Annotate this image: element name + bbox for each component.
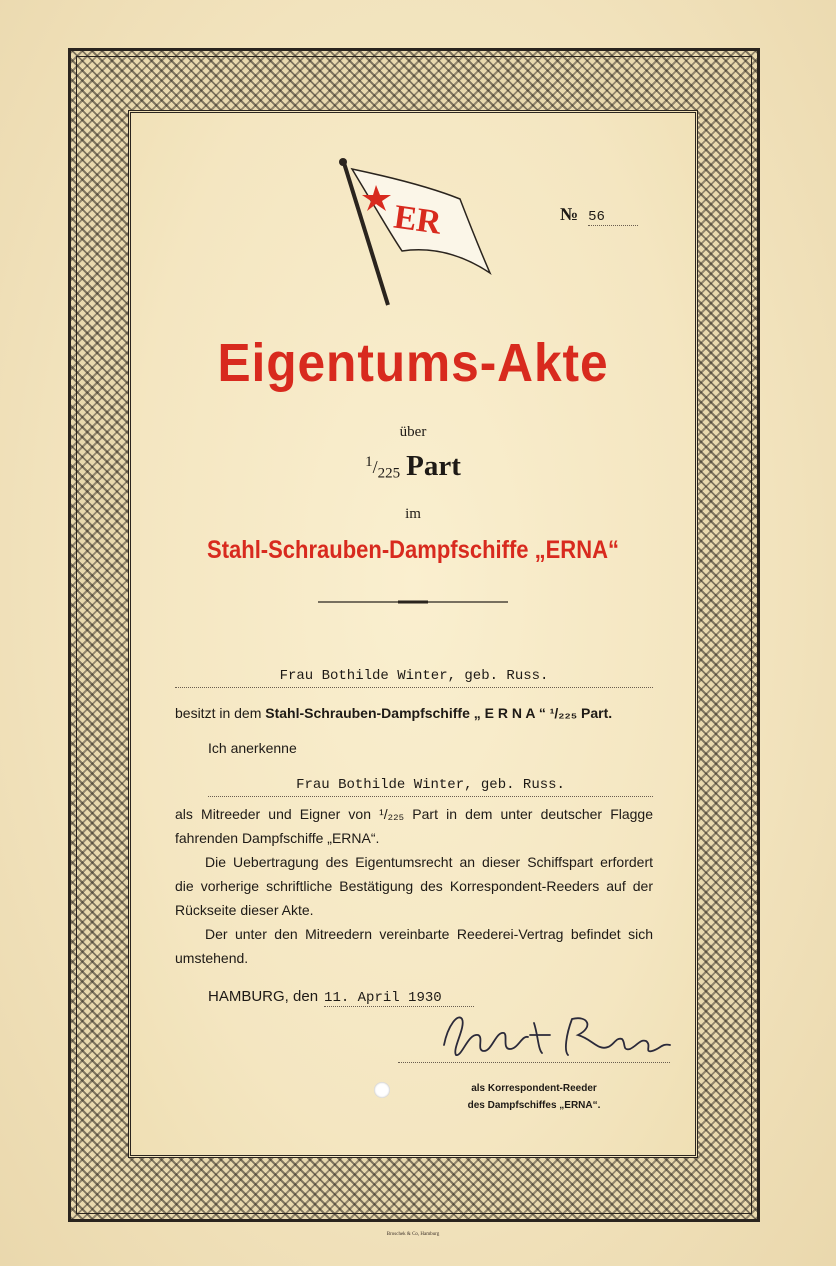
number-value: 56 [588, 209, 638, 226]
ornamental-divider [318, 600, 508, 604]
acknowledge-text: Ich anerkenne [208, 740, 297, 756]
date-field: 11. April 1930 [324, 990, 474, 1007]
part-denominator: 225 [377, 465, 401, 482]
text-in: im [405, 506, 421, 522]
possession-fraction: ¹/₂₂₅ [549, 705, 578, 721]
flag-monogram: ER [391, 198, 444, 242]
document-title: Eigentums-Akte [217, 333, 609, 393]
handwritten-signature [438, 1005, 678, 1065]
possession-suffix: Part. [581, 705, 613, 721]
possession-prefix: besitzt in dem [175, 705, 266, 721]
paragraph-contract: Der unter den Mitreedern vereinbarte Reederei-Vertrag befindet sich umstehend. [175, 926, 653, 966]
owner-name-field: Frau Bothilde Winter, geb. Russ. [175, 668, 653, 688]
ship-heading: Stahl-Schrauben-Dampfschiffe „ERNA“ [207, 536, 619, 564]
caption-line-1: als Korrespondent-Reeder [471, 1083, 597, 1094]
signature-line [398, 1062, 670, 1063]
part-word: Part [406, 450, 461, 482]
printer-imprint: Broschek & Co, Hamburg [386, 1232, 440, 1237]
punch-hole [374, 1082, 390, 1098]
part-fraction-line: $^1/_{225}$ Part [365, 450, 461, 482]
paragraph-co-owner: als Mitreeder und Eigner von ¹/₂₂₅ Part in dem unter deutscher Flagge fahrenden Dampfschiffe „ERNA“. [175, 806, 653, 846]
place-label: HAMBURG, den [208, 988, 319, 1005]
signature-caption [398, 1080, 670, 1114]
place-date-row [208, 988, 474, 1007]
possession-ship: Stahl-Schrauben-Dampfschiffe „ E R N A “ [265, 705, 546, 721]
number-sign: № [560, 204, 579, 224]
text-over: über [399, 424, 427, 440]
owner-name-field-2: Frau Bothilde Winter, geb. Russ. [208, 777, 653, 797]
paragraph-transfer: Die Uebertragung des Eigentumsrecht an dieser Schiffspart erfordert die vorherige schriftliche Bestätigung des Korrespondent-Reeders auf der Rückseite dieser Akte. [175, 854, 653, 918]
part-numerator: 1 [365, 454, 373, 470]
flag-logo [330, 155, 500, 310]
possession-line [175, 705, 653, 721]
caption-line-2: des Dampfschiffes „ERNA“. [467, 1100, 601, 1111]
document-number [560, 204, 660, 226]
